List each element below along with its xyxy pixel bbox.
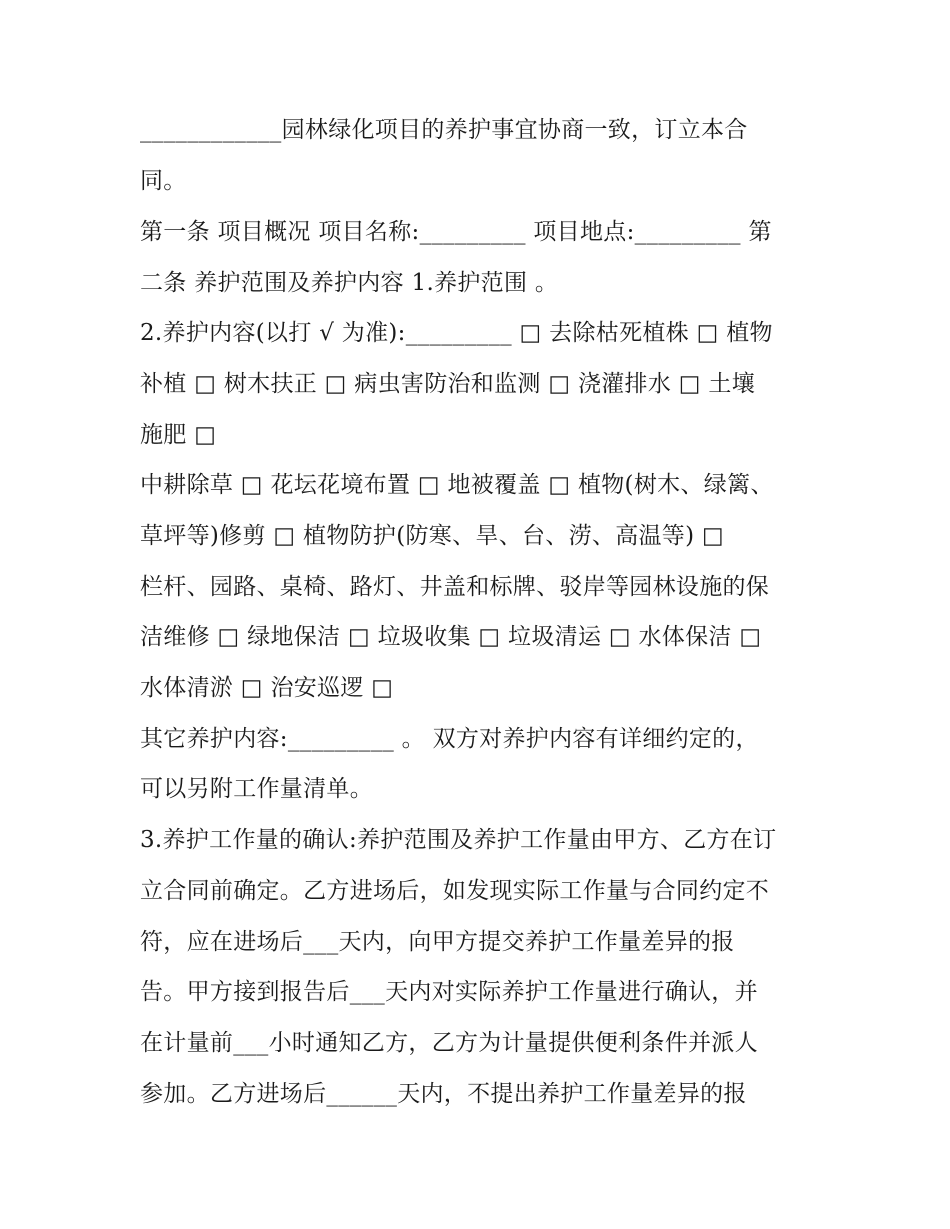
text-line: 栏杆、园路、桌椅、路灯、井盖和标牌、驳岸等园林设施的保 [140, 574, 770, 600]
text-line: 二条 养护范围及养护内容 1.养护范围 。 [140, 270, 559, 296]
text-line: 符，应在进场后___天内，向甲方提交养护工作量差异的报 [140, 929, 735, 955]
text-line: 洁维修 □ 绿地保洁 □ 垃圾收集 □ 垃圾清运 □ 水体保洁 □ [140, 624, 762, 650]
text-line: 同。 [140, 168, 187, 194]
text-line: 在计量前___小时通知乙方，乙方为计量提供便利条件并派人 [140, 1030, 758, 1056]
text-line: 第一条 项目概况 项目名称:_________ 项目地点:_________ 第 [140, 219, 772, 245]
text-line: 施肥 □ [140, 422, 217, 448]
text-line: 补植 □ 树木扶正 □ 病虫害防治和监测 □ 浇灌排水 □ 土壤 [140, 371, 756, 397]
text-line: 其它养护内容:_________ 。 双方对养护内容有详细约定的， [140, 726, 759, 752]
text-line: 3.养护工作量的确认:养护范围及养护工作量由甲方、乙方在订 [140, 827, 777, 853]
text-line: 可以另附工作量清单。 [140, 776, 373, 802]
text-line: 立合同前确定。乙方进场后，如发现实际工作量与合同约定不 [140, 878, 770, 904]
text-line: 告。甲方接到报告后___天内对实际养护工作量进行确认，并 [140, 979, 758, 1005]
text-line: 参加。乙方进场后______天内，不提出养护工作量差异的报 [140, 1081, 747, 1107]
text-line: 中耕除草 □ 花坛花境布置 □ 地被覆盖 □ 植物(树木、绿篱、 [140, 472, 774, 498]
text-line: 水体清淤 □ 治安巡逻 □ [140, 675, 394, 701]
text-line: 2.养护内容(以打 √ 为准):_________ □ 去除枯死植株 □ 植物 [140, 320, 773, 346]
text-line: ____________园林绿化项目的养护事宜协商一致，订立本合 [140, 117, 748, 143]
text-line: 草坪等)修剪 □ 植物防护(防寒、旱、台、涝、高温等) □ [140, 523, 725, 549]
